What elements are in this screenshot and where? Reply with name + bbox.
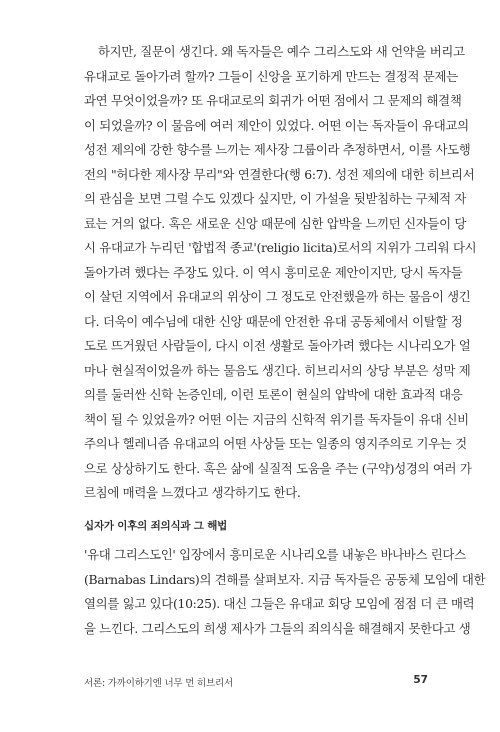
text-line: 전의 "허다한 제사장 무리"와 연결한다(행 6:7). 성전 제의에 대한 히브리서	[84, 166, 475, 182]
text-line: 의를 둘러싼 신학 논증인데, 이런 토론이 현실의 압박에 대한 효과적 대응	[84, 387, 463, 402]
text-line: 성전 제의에 강한 향수를 느끼는 제사장 그룹이라 추정하면서, 이를 사도행	[84, 142, 471, 157]
text-line: 주의나 헬레니즘 유대교의 어떤 사상들 또는 일종의 영지주의로 기우는 것	[84, 436, 467, 451]
text-line: 이 되었을까? 이 물음에 여러 제안이 있었다. 어떤 이는 독자들이 유대교의	[84, 117, 469, 133]
text-line: 이 살던 지역에서 유대교의 위상이 그 정도로 안전했을까 하는 물음이 생긴	[84, 289, 471, 304]
text-line: 료는 거의 없다. 혹은 새로운 신앙 때문에 심한 압박을 느끼던 신자들이 당	[84, 215, 467, 231]
text-line: 을 느낀다. 그리스도의 희생 제사가 그들의 죄의식을 해결해지 못한다고 생	[84, 620, 471, 636]
text-line: 도로 뜨거웠던 사람들이, 다시 이전 생활로 돌아가려 했다는 시나리오가 얼	[84, 338, 471, 353]
text-line: 돌아가려 했다는 주장도 있다. 이 역시 흥미로운 제안이지만, 당시 독자들	[84, 264, 463, 280]
text-line: 으로 상상하기도 한다. 혹은 삶에 실질적 도움을 주는 (구약)성경의 여러 가	[84, 460, 472, 476]
text-line: '유대 그리스도인' 입장에서 흥미로운 시나리오를 내놓은 바나바스 린다스	[84, 547, 466, 562]
text-line: 다. 더욱이 예수님에 대한 신앙 때문에 안전한 유대 공동체에서 이탈할 정	[84, 313, 463, 329]
text-line: 르침에 매력을 느꼈다고 생각하기도 한다.	[84, 485, 301, 500]
body-paragraph-2	[84, 543, 486, 641]
text-line: 유대교로 돌아가려 할까? 그들이 신앙을 포기하게 만드는 결정적 문제는	[84, 68, 458, 84]
running-title: 서론: 가까이하기엔 너무 먼 히브리서	[84, 678, 233, 689]
page-number: 57	[413, 674, 428, 686]
text-line: 의 관심을 보면 그럴 수도 있겠다 싶지만, 이 가설을 뒷받침하는 구체적 자	[84, 191, 467, 206]
body-paragraph-1	[84, 40, 477, 506]
section-heading: 십자가 이후의 죄의식과 그 해법	[84, 520, 228, 532]
text-line: 책이 될 수 있었을까? 어떤 이는 지금의 신학적 위기를 독자들이 유대 신비	[84, 411, 469, 427]
page-footer	[84, 675, 428, 689]
text-line: 과연 무엇이었을까? 또 유대교로의 회귀가 어떤 점에서 그 문제의 해결책	[84, 93, 462, 108]
text-line: 마나 현실적이었을까 하는 물음도 생긴다. 히브리서의 상당 부분은 성막 제	[84, 362, 471, 378]
text-line: 하지만, 질문이 생긴다. 왜 독자들은 예수 그리스도와 새 언약을 버리고	[98, 44, 465, 59]
text-line: 열의를 잃고 있다(10:25). 대신 그들은 유대교 회당 모임에 점점 더 큰 매력	[84, 596, 475, 611]
text-line: 시 유대교가 누리던 '합법적 종교'(religio licita)로서의 지위가 그리워 다시	[84, 240, 477, 255]
text-line: (Barnabas Lindars)의 견해를 살펴보자. 지금 독자들은 공동체 모임에 대한	[84, 571, 486, 587]
